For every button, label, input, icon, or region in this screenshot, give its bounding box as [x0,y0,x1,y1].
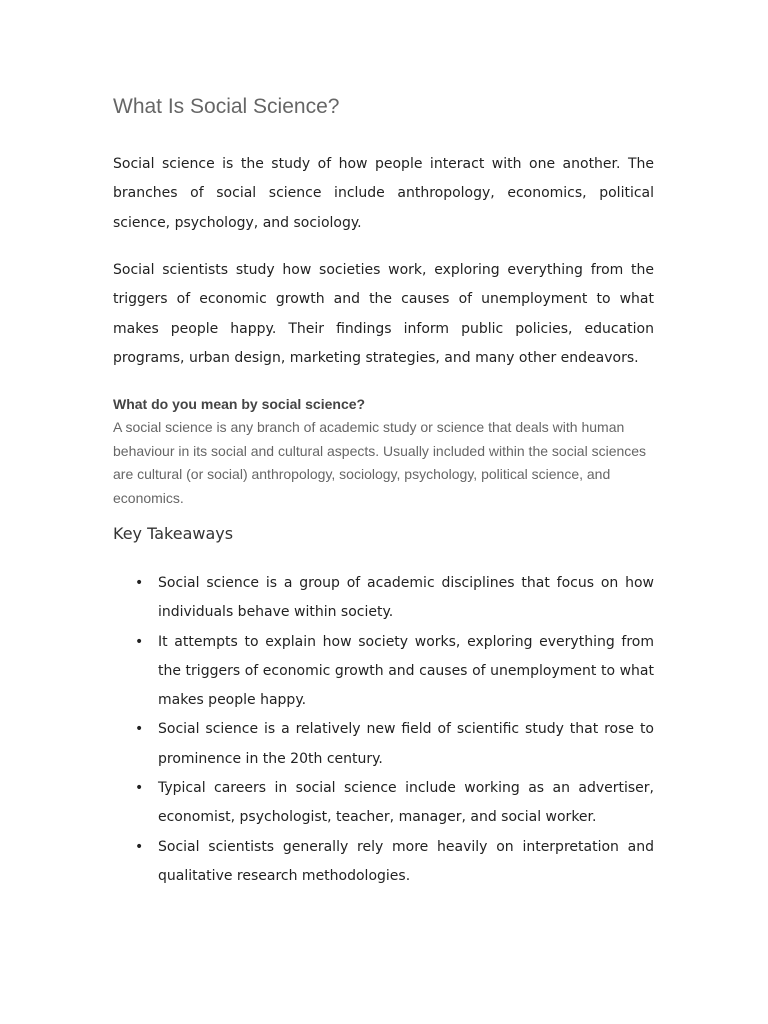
qa-answer: A social science is any branch of academic study or science that deals with human behaviour in its social and cultural aspects. Usually included within the social sciences are cultural (or social) anthropology, sociology, psychology, political science, and economics. [113,419,647,506]
list-item [113,774,654,833]
list-item-text: Social scientists generally rely more heavily on interpretation and qualitative research methodologies. [158,838,654,884]
bullet-icon: • [135,575,144,591]
key-takeaways-heading: Key Takeaways [113,524,234,543]
list-item-text: Social science is a group of academic disciplines that focus on how individuals behave within society. [158,575,654,621]
list-item-text: It attempts to explain how society works, exploring everything from the triggers of economic growth and causes of unemployment to what makes people happy. [158,633,654,709]
list-item-text: Social science is a relatively new field of scientific study that rose to prominence in the 20th century. [158,721,654,767]
body-paragraph: Social scientists study how societies work, exploring everything from the triggers of economic growth and the causes of unemployment to what makes people happy. Their findings inform public policies, education programs, urban design, marketing strategies, and many other endeavors. [113,262,654,366]
qa-question: What do you mean by social science? [113,396,366,412]
key-takeaways-list [113,569,654,891]
list-item [113,628,654,716]
list-item [113,833,654,892]
list-item [113,569,654,628]
bullet-icon: • [135,633,144,650]
page-title: What Is Social Science? [113,95,340,118]
bullet-icon: • [135,780,144,797]
intro-paragraph: Social science is the study of how people interact with one another. The branches of social science include anthropology, economics, political science, psychology, and sociology. [113,156,654,231]
bullet-icon: • [135,721,144,738]
list-item-text: Typical careers in social science include working as an advertiser, economist, psychologist, teacher, manager, and social worker. [158,780,654,826]
bullet-icon: • [135,838,144,855]
list-item [113,715,654,774]
